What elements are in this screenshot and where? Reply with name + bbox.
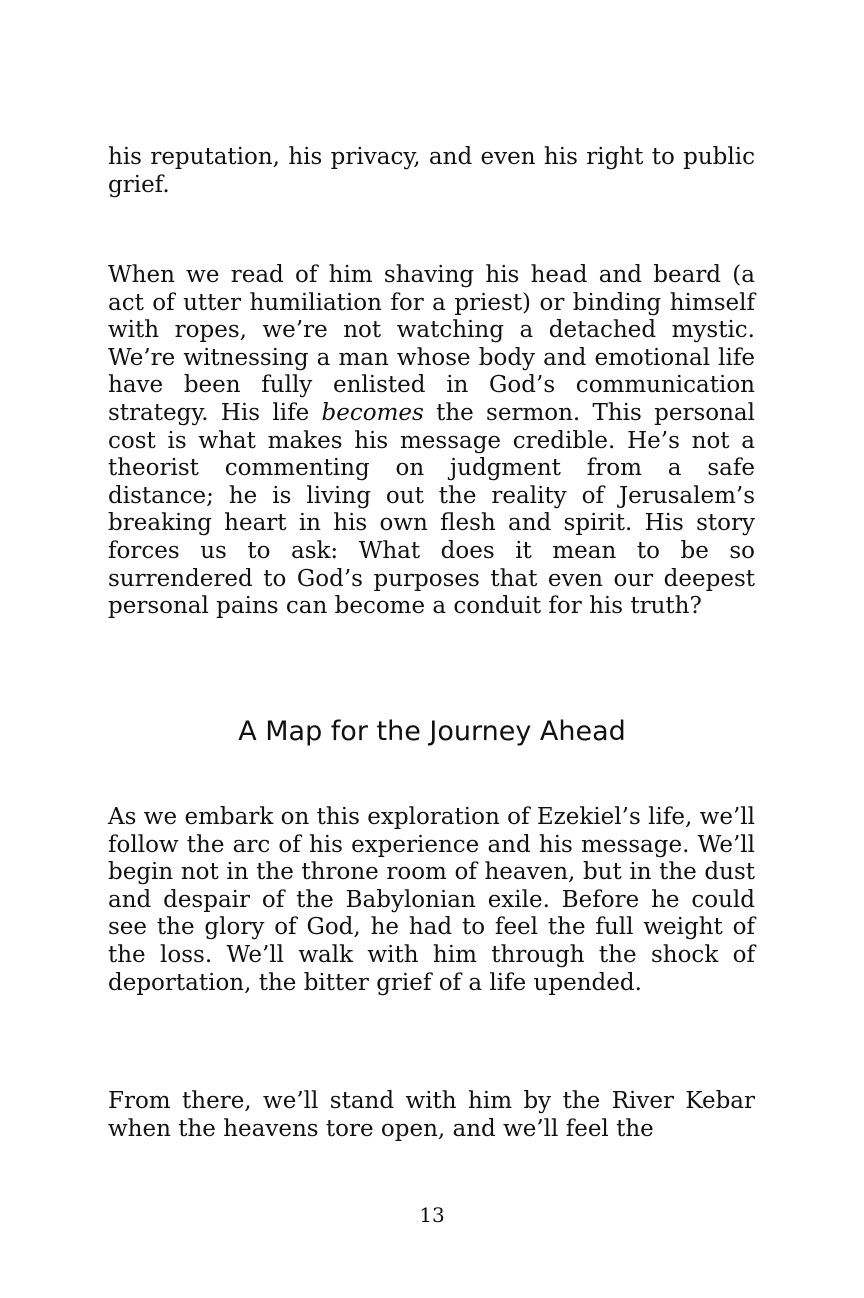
paragraph-text-before-emphasis: When we read of him shaving his head and beard (a act of utter humiliation for a priest) or binding himself with ropes, we’re not watching a detached mystic. We’re witnessing a man whose body and emotional life have been fully enlisted in God’s communication strategy. His life (108, 262, 755, 426)
emphasized-word: becomes (321, 399, 424, 426)
paragraph-text-after-emphasis: the sermon. This personal cost is what makes his message credible. He’s not a theorist commenting on judgment from a safe distance; he is living out the reality of Jerusalem’s breaking heart in his own flesh and spirit. His story forces us to ask: What does it mean to be so surrendered to God’s purposes that even our deepest personal pains can become a conduit for his truth? (108, 399, 755, 620)
paragraph-river-kebar: From there, we’ll stand with him by the River Kebar when the heavens tore open, and we’ll feel the (108, 1088, 755, 1142)
paragraph-personal-cost (108, 262, 755, 621)
paragraph-exploration: As we embark on this exploration of Ezekiel’s life, we’ll follow the arc of his experience and his message. We’ll begin not in the throne room of heaven, but in the dust and despair of the Babylonian exile. Before he could see the glory of God, he had to feel the full weight of the loss. We’ll walk with him through the shock of deportation, the bitter grief of a life upended. (108, 804, 755, 996)
paragraph-reputation: his reputation, his privacy, and even his right to public grief. (108, 144, 755, 198)
section-heading: A Map for the Journey Ahead (238, 716, 626, 747)
page-number: 13 (419, 1203, 445, 1227)
